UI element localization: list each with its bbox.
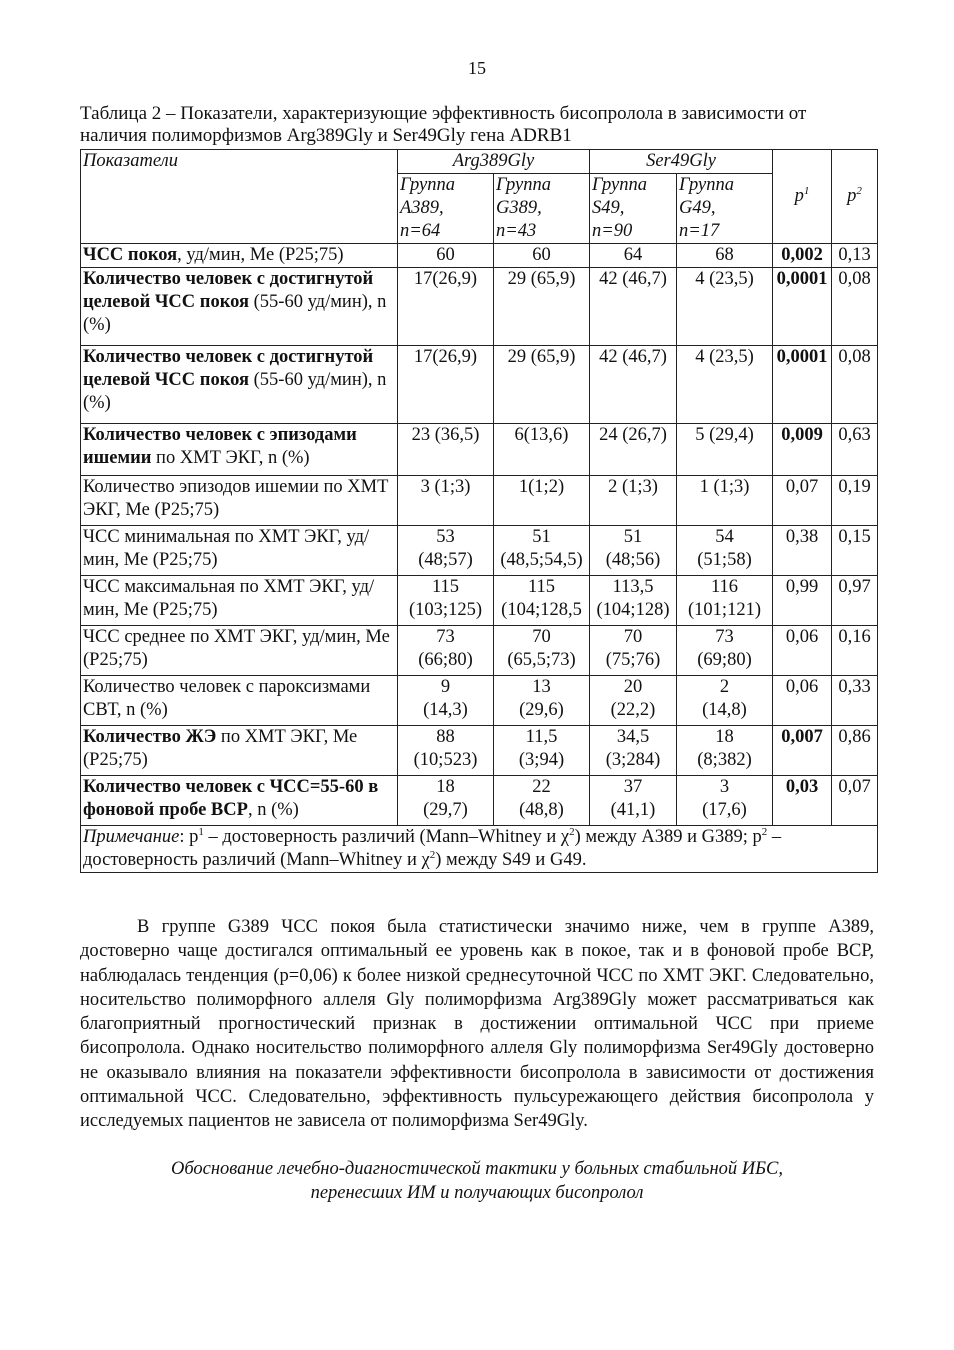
table-row [81, 526, 878, 576]
row-indicator-label: ЧСС покоя, уд/мин, Ме (Р25;75) [81, 244, 398, 268]
row-value-cell: 4 (23,5) [677, 346, 773, 424]
row-indicator-label: Количество человек с достигнутой целевой ЧСС покоя (55-60 уд/мин), n (%) [81, 346, 398, 424]
page-number: 15 [468, 58, 486, 78]
row-p1-value: 0,009 [773, 424, 832, 476]
table-row [81, 346, 878, 424]
row-p1-value: 0,07 [773, 476, 832, 526]
table-row [81, 726, 878, 776]
header-row-genes [81, 150, 878, 174]
row-value-cell: 88 (10;523) [398, 726, 494, 776]
header-indicators: Показатели [81, 150, 398, 244]
header-group-s49: Группа S49, n=90 [590, 174, 677, 244]
table-row [81, 424, 878, 476]
subheading-line-2: перенесших ИМ и получающих бисопролол [310, 1183, 644, 1203]
row-p2-value: 0,19 [832, 476, 878, 526]
row-value-cell: 3 (1;3) [398, 476, 494, 526]
header-group-g49: Группа G49, n=17 [677, 174, 773, 244]
row-value-cell: 20 (22,2) [590, 676, 677, 726]
row-indicator-label: Количество человек с достигнутой целевой ЧСС покоя (55-60 уд/мин), n (%) [81, 268, 398, 346]
row-value-cell: 37 (41,1) [590, 776, 677, 826]
body-paragraph [80, 915, 874, 1134]
note-row [81, 826, 878, 873]
row-p1-value: 0,06 [773, 626, 832, 676]
row-value-cell: 23 (36,5) [398, 424, 494, 476]
row-indicator-label: ЧСС минимальная по ХМТ ЭКГ, уд/мин, Ме (Р25;75) [81, 526, 398, 576]
table-note: Примечание: $p^1$ – достоверность различий (Mann–Whitney и $\chi^2$) между A389 и G389; $p^2$ – достоверность различий (Mann–Whitney и $\chi^2$) между S49 и G49. [81, 826, 878, 873]
row-value-cell: 60 [398, 244, 494, 268]
row-value-cell: 1 (1;3) [677, 476, 773, 526]
row-p2-value: 0,16 [832, 626, 878, 676]
row-indicator-label: Количество ЖЭ по ХМТ ЭКГ, Ме (Р25;75) [81, 726, 398, 776]
row-indicator-label: Количество человек с ЧСС=55-60 в фоновой пробе ВСР, n (%) [81, 776, 398, 826]
header-p1: $p^1$ [773, 150, 832, 244]
header-group-g389: Группа G389, n=43 [494, 174, 590, 244]
row-value-cell: 64 [590, 244, 677, 268]
row-value-cell: 18 (29,7) [398, 776, 494, 826]
row-p1-value: 0,38 [773, 526, 832, 576]
table-row [81, 776, 878, 826]
row-p2-value: 0,33 [832, 676, 878, 726]
row-value-cell: 2 (1;3) [590, 476, 677, 526]
row-value-cell: 1(1;2) [494, 476, 590, 526]
row-value-cell: 5 (29,4) [677, 424, 773, 476]
header-gene-ser49gly: Ser49Gly [590, 150, 773, 174]
table-row [81, 476, 878, 526]
row-value-cell: 53 (48;57) [398, 526, 494, 576]
results-table [80, 149, 878, 873]
row-p1-value: 0,0001 [773, 268, 832, 346]
section-subheading [80, 1157, 874, 1205]
row-value-cell: 29 (65,9) [494, 346, 590, 424]
table-row [81, 626, 878, 676]
row-indicator-label: ЧСС среднее по ХМТ ЭКГ, уд/мин, Ме (Р25;75) [81, 626, 398, 676]
row-p2-value: 0,13 [832, 244, 878, 268]
table-row [81, 244, 878, 268]
row-value-cell: 70 (75;76) [590, 626, 677, 676]
row-value-cell: 22 (48,8) [494, 776, 590, 826]
row-value-cell: 4 (23,5) [677, 268, 773, 346]
row-value-cell: 2 (14,8) [677, 676, 773, 726]
row-p2-value: 0,97 [832, 576, 878, 626]
row-p1-value: 0,007 [773, 726, 832, 776]
paragraph-text: В группе G389 ЧСС покоя была статистически значимо ниже, чем в группе A389, достоверно чаще достигался оптимальный ее уровень как в покое, так и в фоновой пробе ВСР, наблюдалась тенденция (р=0,06) к более низкой среднесуточной ЧСС по ХМТ ЭКГ. Следовательно, носительство полиморфного аллеля Gly полиморфизма Arg389Gly может рассматриваться как благоприятный прогностический признак в достижении оптимальной ЧСС при приеме бисопролола. Однако носительство полиморфного аллеля Gly полиморфизма Ser49Gly достоверно не оказывало влияния на показатели эффективности бисопролола в зависимости от достижения оптимальной ЧСС. Следовательно, эффективность пульсурежающего действия бисопролола у исследуемых пациентов не зависела от полиморфизма Ser49Gly. [80, 917, 874, 1132]
row-p1-value: 0,002 [773, 244, 832, 268]
row-p2-value: 0,07 [832, 776, 878, 826]
table-row [81, 676, 878, 726]
row-value-cell: 11,5 (3;94) [494, 726, 590, 776]
row-p1-value: 0,06 [773, 676, 832, 726]
row-p1-value: 0,03 [773, 776, 832, 826]
row-value-cell: 42 (46,7) [590, 346, 677, 424]
row-value-cell: 113,5 (104;128) [590, 576, 677, 626]
row-indicator-label: Количество человек с пароксизмами СВТ, n (%) [81, 676, 398, 726]
row-value-cell: 17(26,9) [398, 346, 494, 424]
header-p2: $p^2$ [832, 150, 878, 244]
table-caption [80, 103, 876, 147]
row-value-cell: 68 [677, 244, 773, 268]
row-value-cell: 9 (14,3) [398, 676, 494, 726]
row-p2-value: 0,08 [832, 268, 878, 346]
row-value-cell: 29 (65,9) [494, 268, 590, 346]
row-p2-value: 0,15 [832, 526, 878, 576]
row-value-cell: 13 (29,6) [494, 676, 590, 726]
table-row [81, 576, 878, 626]
row-value-cell: 60 [494, 244, 590, 268]
row-p1-value: 0,0001 [773, 346, 832, 424]
row-indicator-label: Количество эпизодов ишемии по ХМТ ЭКГ, Ме (Р25;75) [81, 476, 398, 526]
row-indicator-label: Количество человек с эпизодами ишемии по ХМТ ЭКГ, n (%) [81, 424, 398, 476]
row-value-cell: 73 (69;80) [677, 626, 773, 676]
row-value-cell: 42 (46,7) [590, 268, 677, 346]
header-group-a389: Группа A389, n=64 [398, 174, 494, 244]
row-value-cell: 6(13,6) [494, 424, 590, 476]
row-value-cell: 116 (101;121) [677, 576, 773, 626]
header-gene-arg389gly: Arg389Gly [398, 150, 590, 174]
row-value-cell: 3 (17,6) [677, 776, 773, 826]
caption-line-2: наличия полиморфизмов Arg389Gly и Ser49Gly гена ADRB1 [80, 125, 572, 146]
subheading-line-1: Обоснование лечебно-диагностической тактики у больных стабильной ИБС, [170, 1159, 784, 1179]
row-p2-value: 0,08 [832, 346, 878, 424]
row-value-cell: 70 (65,5;73) [494, 626, 590, 676]
row-indicator-label: ЧСС максимальная по ХМТ ЭКГ, уд/мин, Ме (Р25;75) [81, 576, 398, 626]
row-value-cell: 115 (103;125) [398, 576, 494, 626]
caption-line-1: Таблица 2 – Показатели, характеризующие эффективность бисопролола в зависимости от [80, 103, 807, 124]
row-value-cell: 34,5 (3;284) [590, 726, 677, 776]
row-p2-value: 0,86 [832, 726, 878, 776]
row-value-cell: 17(26,9) [398, 268, 494, 346]
row-value-cell: 24 (26,7) [590, 424, 677, 476]
row-value-cell: 54 (51;58) [677, 526, 773, 576]
row-p2-value: 0,63 [832, 424, 878, 476]
table-row [81, 268, 878, 346]
row-value-cell: 73 (66;80) [398, 626, 494, 676]
row-value-cell: 18 (8;382) [677, 726, 773, 776]
row-value-cell: 51 (48,5;54,5) [494, 526, 590, 576]
row-p1-value: 0,99 [773, 576, 832, 626]
row-value-cell: 115 (104;128,5 [494, 576, 590, 626]
row-value-cell: 51 (48;56) [590, 526, 677, 576]
